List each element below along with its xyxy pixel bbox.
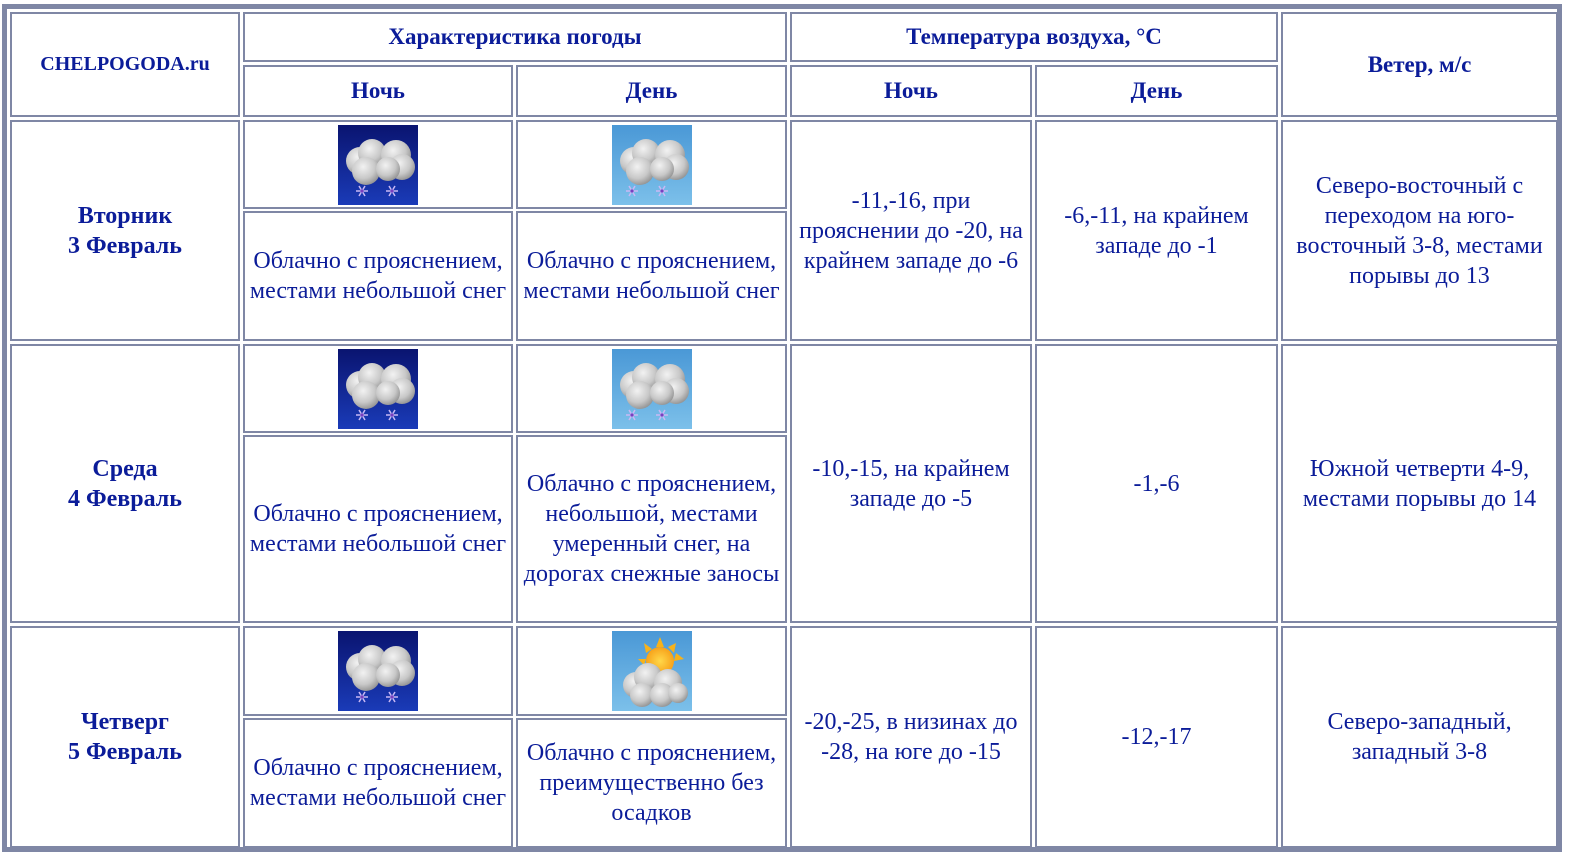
night-weather-cell: Облачно с прояснением, местами небольшой снег [243,211,513,341]
wind-cell: Северо-западный, западный 3-8 [1281,626,1558,848]
temp-day-cell: -12,-17 [1035,626,1278,848]
night-icon-cell [243,120,513,209]
night-weather-cell: Облачно с прояснением, местами небольшой снег [243,435,513,623]
temp-night-cell: -11,-16, при прояснении до -20, на крайнем западе до -6 [790,120,1032,341]
temp-night-cell: -20,-25, в низинах до -28, на юге до -15 [790,626,1032,848]
day-icon-cell [516,626,787,716]
day-label-cell [10,344,240,623]
date: 3 Февраль [68,232,182,259]
day-label-cell [10,626,240,848]
weather-night-header: Ночь [243,65,513,117]
partly-cloudy-sun-icon [612,631,692,711]
temp-day-cell: -6,-11, на крайнем западе до -1 [1035,120,1278,341]
night-weather-cell: Облачно с прояснением, местами небольшой снег [243,718,513,848]
date: 4 Февраль [68,485,182,512]
weather-day-header: День [516,65,787,117]
temp-night-header: Ночь [790,65,1032,117]
temperature-header: Температура воздуха, °С [790,12,1278,62]
day-label-cell [10,120,240,341]
wind-cell: Северо-восточный с переходом на юго-восточный 3-8, местами порывы до 13 [1281,120,1558,341]
cloudy-snow-day-icon [612,125,692,205]
cloudy-snow-night-icon [338,631,418,711]
temp-day-cell: -1,-6 [1035,344,1278,623]
weekday: Вторник [77,202,173,229]
day-icon-cell [516,344,787,433]
weekday: Четверг [81,709,169,735]
day-weather-cell: Облачно с прояснением, небольшой, местами умеренный снег, на дорогах снежные заносы [516,435,787,623]
weather-header: Характеристика погоды [243,12,787,62]
cloudy-snow-night-icon [338,349,418,429]
wind-cell: Южной четверти 4-9, местами порывы до 14 [1281,344,1558,623]
wind-header: Ветер, м/с [1281,12,1558,117]
night-icon-cell [243,626,513,716]
temp-day-header: День [1035,65,1278,117]
day-icon-cell [516,120,787,209]
site-brand: CHELPOGODA.ru [40,53,210,75]
date: 5 Февраль [68,739,182,765]
site-brand-cell [10,12,240,117]
weekday: Среда [92,455,158,482]
cloudy-snow-day-icon [612,349,692,429]
temp-night-cell: -10,-15, на крайнем западе до -5 [790,344,1032,623]
night-icon-cell [243,344,513,433]
day-weather-cell: Облачно с прояснением, преимущественно без осадков [516,718,787,848]
day-weather-cell: Облачно с прояснением, местами небольшой снег [516,211,787,341]
cloudy-snow-night-icon [338,125,418,205]
